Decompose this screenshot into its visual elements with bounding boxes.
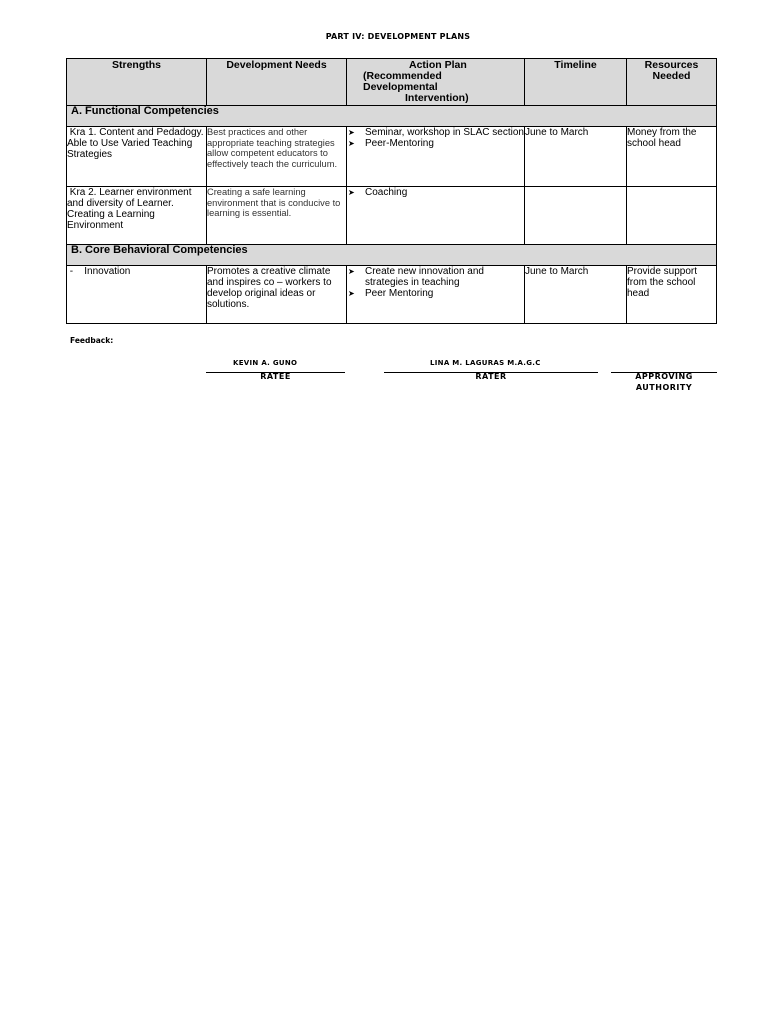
- development-plan-table: [66, 58, 717, 324]
- list-item: ➤ Seminar, workshop in SLAC section: [348, 127, 524, 138]
- strength-cell: - Innovation: [67, 266, 207, 324]
- section-header-core-behavioral: [67, 245, 717, 266]
- ratee-role: RATEE: [260, 372, 291, 381]
- rater-name: LINA M. LAGURAS M.A.G.C: [430, 359, 541, 367]
- header-resources-needed: Resources Needed: [627, 59, 717, 106]
- arrowhead-bullet-icon: ➤: [348, 267, 355, 276]
- arrowhead-bullet-icon: ➤: [348, 139, 355, 148]
- development-need-cell: Promotes a creative climate and inspires co – workers to develop original ideas or solutions.: [207, 266, 347, 324]
- arrowhead-bullet-icon: ➤: [348, 128, 355, 137]
- page-title: PART IV: DEVELOPMENT PLANS: [325, 32, 471, 41]
- timeline-cell: June to March: [525, 266, 627, 324]
- action-plan-cell: [347, 266, 525, 324]
- list-item: ➤ Create new innovation and strategies in teaching: [348, 266, 484, 288]
- approver-role: APPROVING AUTHORITY: [635, 372, 693, 392]
- header-strengths: Strengths: [67, 59, 207, 106]
- development-need-cell: Creating a safe learning environment that is conducive to learning is essential.: [207, 187, 347, 245]
- table-row: [67, 266, 717, 324]
- list-item: ➤ Peer Mentoring: [348, 288, 434, 299]
- resources-cell: [627, 187, 717, 245]
- section-title: B. Core Behavioral Competencies: [67, 245, 717, 266]
- strength-cell: Kra 1. Content and Pedadogy. Able to Use Varied Teaching Strategies: [67, 127, 207, 187]
- list-item: ➤ Peer-Mentoring: [348, 138, 434, 149]
- table-row: [67, 187, 717, 245]
- strength-cell: Kra 2. Learner environment and diversity of Learner. Creating a Learning Environment: [67, 187, 207, 245]
- table-row: [67, 127, 717, 187]
- action-plan-cell: [347, 187, 525, 245]
- timeline-cell: June to March: [525, 127, 627, 187]
- development-need-cell: Best practices and other appropriate teaching strategies allow competent educators to effectively teach the curriculum.: [207, 127, 347, 187]
- rater-role: RATER: [475, 372, 507, 381]
- header-timeline: Timeline: [525, 59, 627, 106]
- ratee-name: KEVIN A. GUNO: [233, 359, 298, 367]
- resources-cell: Money from the school head: [627, 127, 717, 187]
- feedback-label: Feedback:: [70, 336, 114, 345]
- section-header-functional: [67, 106, 717, 127]
- action-plan-cell: [347, 127, 525, 187]
- header-action-plan: Action Plan (Recommended Developmental Intervention): [347, 59, 525, 106]
- table-header-row: [67, 59, 717, 106]
- resources-cell: Provide support from the school head: [627, 266, 717, 324]
- arrowhead-bullet-icon: ➤: [348, 188, 355, 197]
- list-item: ➤ Coaching: [348, 187, 408, 198]
- arrowhead-bullet-icon: ➤: [348, 289, 355, 298]
- timeline-cell: [525, 187, 627, 245]
- header-development-needs: Development Needs: [207, 59, 347, 106]
- section-title: A. Functional Competencies: [67, 106, 717, 127]
